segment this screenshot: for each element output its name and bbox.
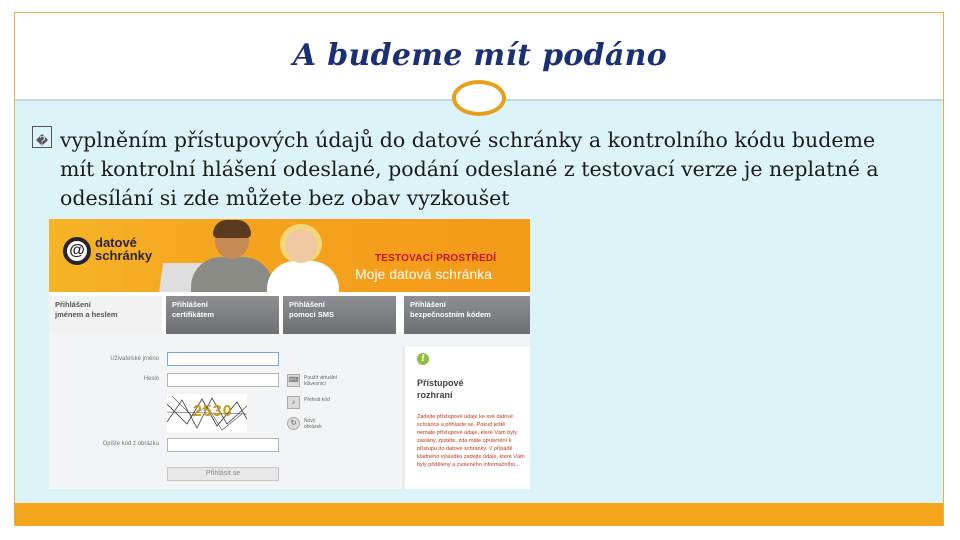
virtual-keyboard-link[interactable]: Použít virtuální klávesnici xyxy=(304,375,338,387)
tab-sms[interactable] xyxy=(283,296,396,334)
tab-label-line1: Přihlášení xyxy=(55,300,91,309)
tab-label-line1: Přihlášení xyxy=(410,300,446,309)
body-line-2: mít kontrolní hlášení odeslané, podání odeslané z testovací verze je neplatné a xyxy=(60,157,879,181)
keyboard-icon[interactable]: ⌨ xyxy=(287,374,300,387)
play-code-link[interactable]: Přehrát kód xyxy=(304,397,330,403)
person-1-body xyxy=(191,257,273,297)
password-label: Heslo xyxy=(143,376,159,382)
body-line-1: vyplněním přístupových údajů do datové schránky a kontrolního kódu budeme xyxy=(60,128,876,152)
captcha-label: Opište kód z obrázku xyxy=(102,441,159,447)
tab-label-line2: pomocí SMS xyxy=(289,310,335,319)
login-button[interactable]: Přihlásit se xyxy=(167,467,279,481)
bottom-accent-bar xyxy=(15,503,943,526)
tab-label-line2: jménem a heslem xyxy=(55,310,118,319)
portal-name: Moje datová schránka xyxy=(355,266,492,282)
login-screenshot xyxy=(49,219,530,489)
body-line-3: odesílání si zde můžete bez obav vyzkoušet xyxy=(60,186,510,210)
login-tabs xyxy=(49,292,530,334)
bullet-icon: � xyxy=(32,126,52,148)
password-input[interactable] xyxy=(167,373,279,387)
banner-photo xyxy=(167,219,347,292)
person-2-head xyxy=(285,229,317,263)
new-image-link[interactable]: Nový obrázek xyxy=(304,418,322,430)
info-title-line1: Přístupové xyxy=(417,378,464,388)
test-environment-label: TESTOVACÍ PROSTŘEDÍ xyxy=(375,253,497,264)
info-title xyxy=(417,377,464,401)
logo-line-2: schránky xyxy=(95,248,153,263)
person-1-hair xyxy=(213,220,251,238)
audio-icon[interactable]: ♪ xyxy=(287,396,300,409)
slide-title: A budeme mít podáno xyxy=(292,38,668,73)
captcha-text: 2530 xyxy=(193,403,233,420)
info-text: Zadejte přístupové údaje ke své datové schránce a přihlaste se. Pokud ještě nemáte přístupové údaje, které Vám byly zaslány, zjistěte, zda máte oprávnění k přístupu do datové schránky. V případě kladného výsledku zadejte údaje, které Vám byly přiděleny a zvoleného informačního... xyxy=(417,414,525,468)
info-panel xyxy=(402,347,530,489)
datove-schranky-logo-icon: @ xyxy=(63,237,91,265)
tab-label-line1: Přihlášení xyxy=(172,300,208,309)
info-icon: i xyxy=(417,353,429,365)
tab-name-password[interactable] xyxy=(49,296,162,334)
tab-security-code[interactable] xyxy=(404,296,530,334)
tab-label-line2: bezpečnostním kódem xyxy=(410,310,491,319)
captcha-image xyxy=(167,394,247,432)
logo-text xyxy=(95,236,152,262)
decorative-ring xyxy=(452,80,506,116)
username-input[interactable] xyxy=(167,352,279,366)
refresh-icon[interactable]: ↻ xyxy=(287,417,300,430)
portal-banner xyxy=(49,219,530,292)
tab-certificate[interactable] xyxy=(166,296,279,334)
tab-label-line1: Přihlášení xyxy=(289,300,325,309)
captcha-input[interactable] xyxy=(167,438,279,452)
info-title-line2: rozhraní xyxy=(417,390,453,400)
tab-label-line2: certifikátem xyxy=(172,310,215,319)
logo-line-1: datové xyxy=(95,235,137,250)
username-label: Uživatelské jméno xyxy=(110,356,159,362)
body-paragraph xyxy=(36,126,936,213)
